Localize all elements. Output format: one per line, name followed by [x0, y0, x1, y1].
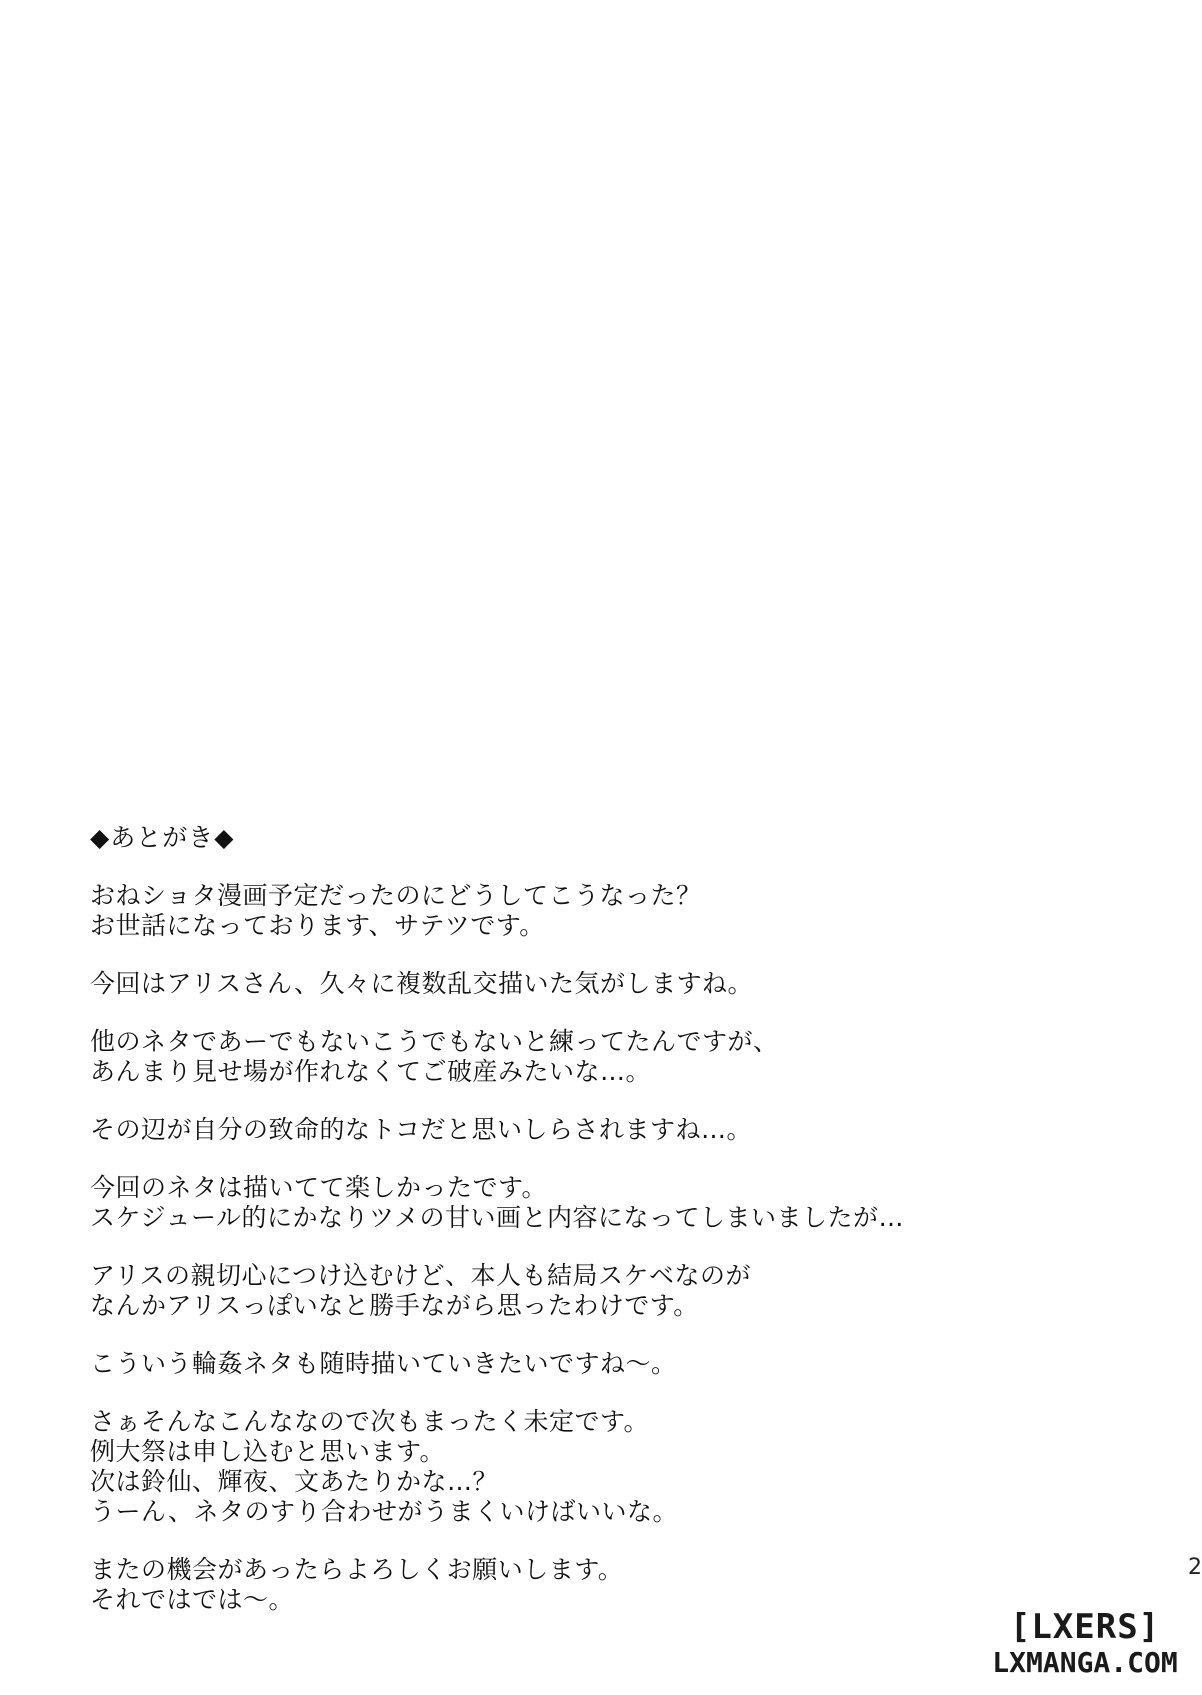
paragraph — [90, 1349, 1090, 1379]
text-line: さぁそんなこんななので次もまったく未定です。 — [90, 1407, 650, 1436]
text-line: うーん、ネタのすり合わせがうまくいけばいいな。 — [90, 1497, 679, 1526]
paragraph — [90, 969, 1090, 999]
text-line: なんかアリスっぽいなと勝手ながら思ったわけです。 — [90, 1291, 699, 1320]
afterword-section — [90, 823, 1090, 1643]
paragraph — [90, 1115, 1090, 1145]
paragraph — [90, 1555, 1090, 1615]
paragraph — [90, 1407, 1090, 1527]
text-line: またの機会があったらよろしくお願いします。 — [90, 1555, 624, 1584]
text-line: それではでは～。 — [90, 1585, 295, 1614]
paragraph — [90, 1173, 1090, 1233]
text-line: その辺が自分の致命的なトコだと思いしらされますね…。 — [90, 1115, 753, 1144]
paragraph — [90, 1261, 1090, 1321]
text-line: 次は鈴仙、輝夜、文あたりかな…？ — [90, 1467, 499, 1496]
watermark — [990, 1608, 1180, 1680]
text-line: 今回はアリスさん、久々に複数乱交描いた気がしますね。 — [90, 969, 754, 998]
text-line: こういう輪姦ネタも随時描いていきたいですね～。 — [90, 1349, 677, 1378]
text-line: 例大祭は申し込むと思います。 — [90, 1437, 446, 1466]
text-line: 他のネタであーでもないこうでもないと練ってたんですが、 — [90, 1027, 779, 1056]
paragraph — [90, 881, 1090, 941]
text-line: スケジュール的にかなりツメの甘い画と内容になってしまいましたが… — [90, 1203, 905, 1232]
paragraph — [90, 1027, 1090, 1087]
text-line: お世話になっております、サテツです。 — [90, 911, 545, 940]
watermark-group-name: [LXERS] — [1009, 1607, 1161, 1647]
text-line: アリスの親切心につけ込むけど、本人も結局スケベなのが — [90, 1261, 752, 1290]
afterword-heading: ◆あとがき◆ — [90, 823, 235, 852]
text-line: あんまり見せ場が作れなくてご破産みたいな…。 — [90, 1057, 652, 1086]
page-number: 2 — [1188, 1555, 1202, 1580]
text-line: おねショタ漫画予定だったのにどうしてこうなった？ — [90, 881, 702, 910]
watermark-site: LXMANGA.COM — [992, 1646, 1178, 1679]
text-line: 今回のネタは描いてて楽しかったです。 — [90, 1173, 548, 1202]
